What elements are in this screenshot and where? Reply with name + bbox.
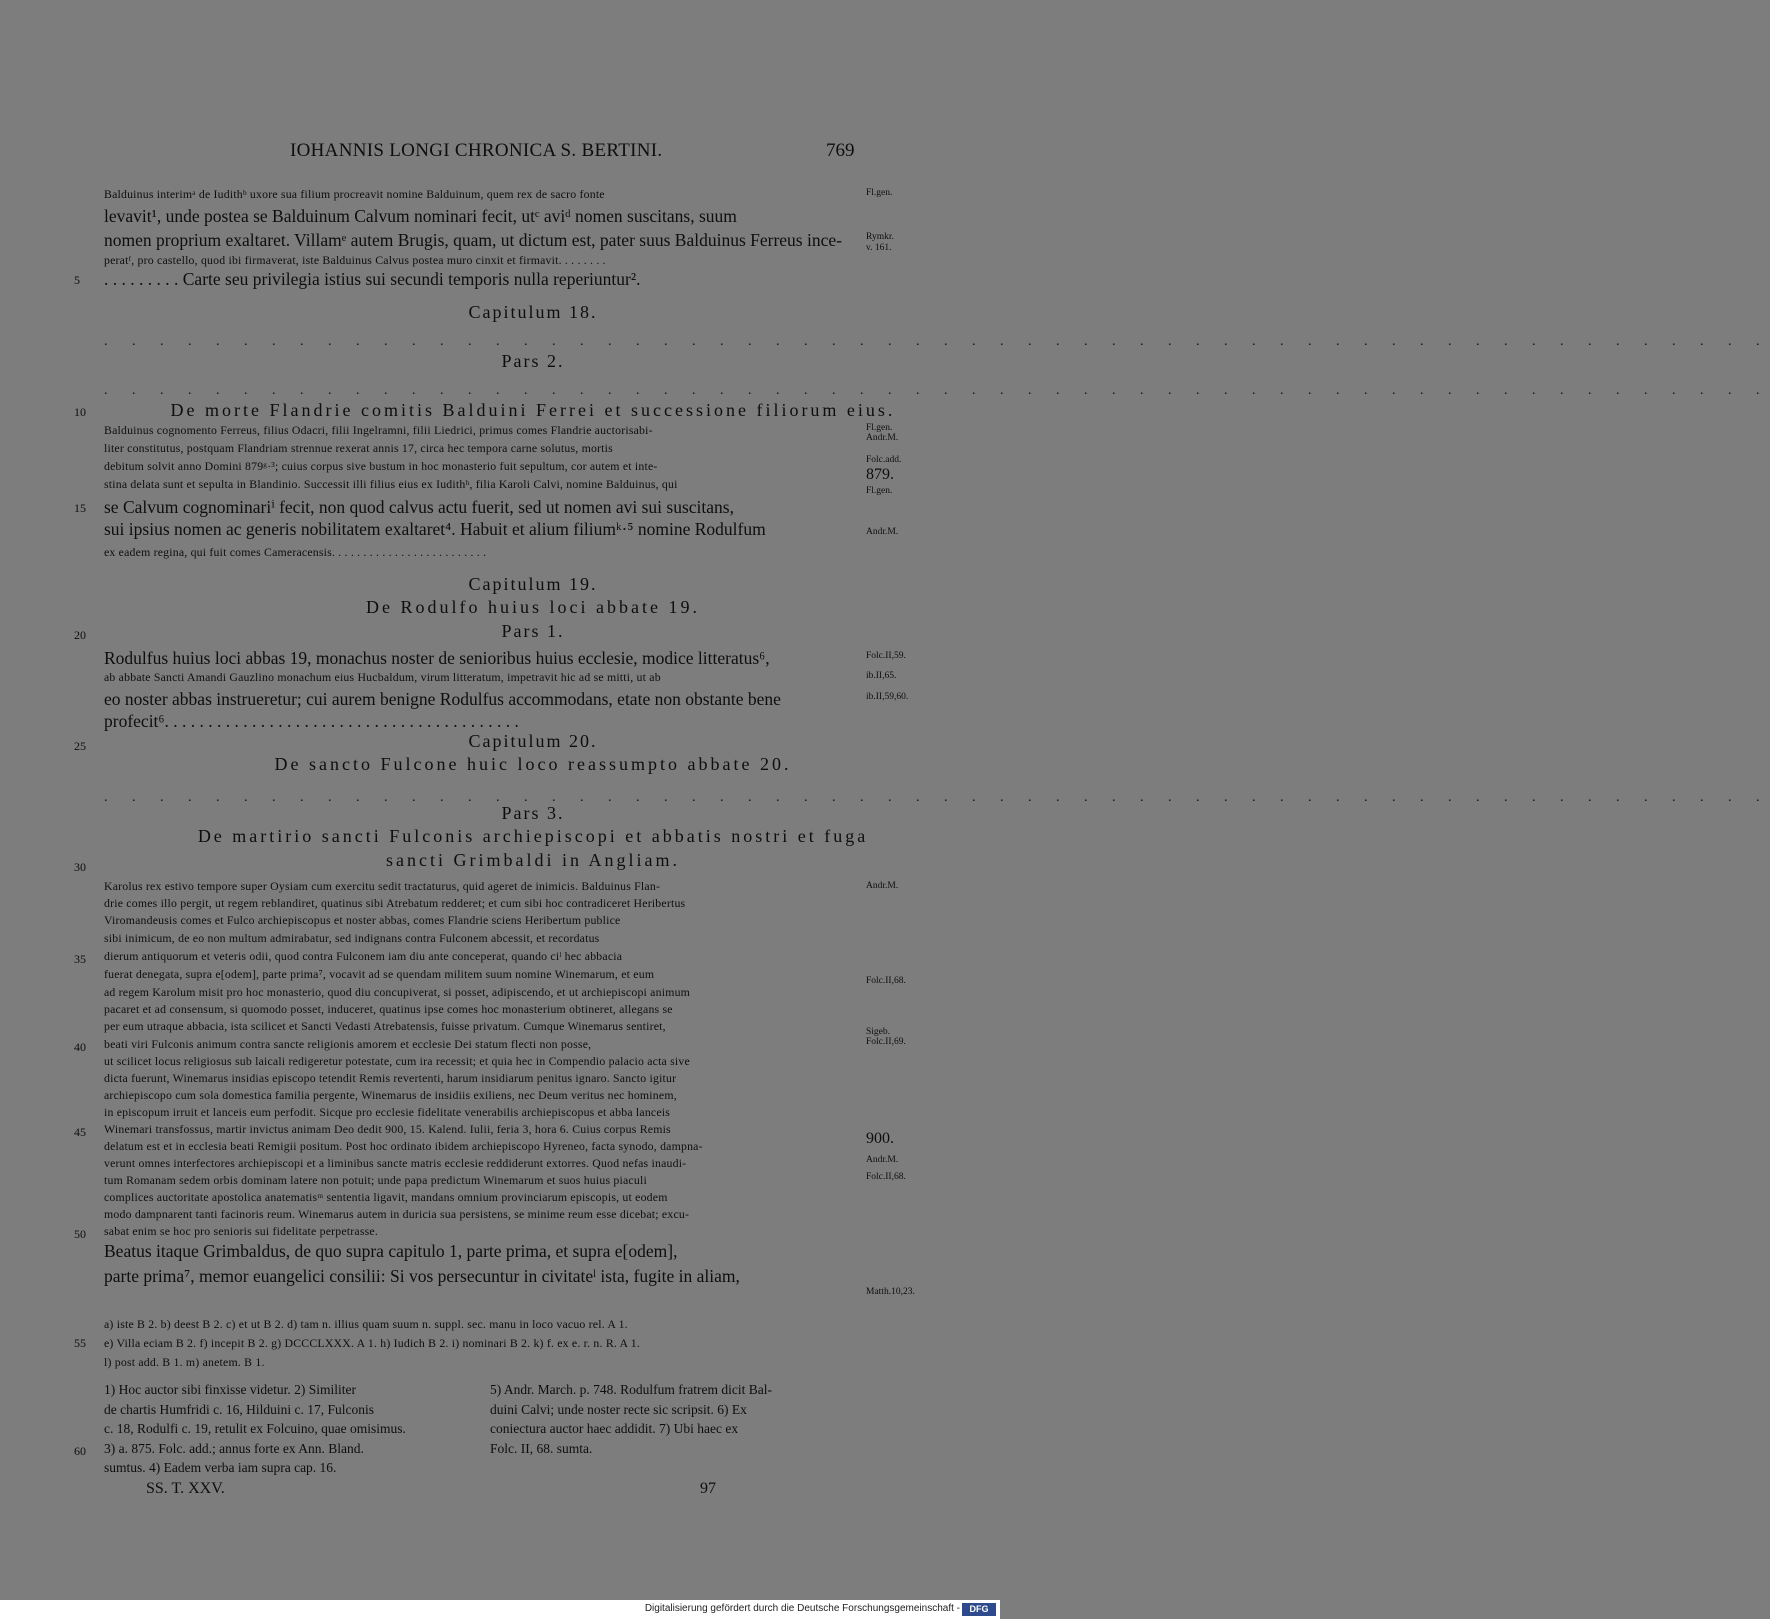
page-header xyxy=(0,140,1000,168)
line-number: 40 xyxy=(74,1040,86,1054)
text-line: . . . . . . . . . Carte seu privilegia istius sui secundi temporis nulla reperiuntur². xyxy=(104,269,641,289)
footnotes-right xyxy=(490,1380,862,1458)
variant-line: a) iste B 2. b) deest B 2. c) et ut B 2. d) tam n. illius quam suum n. suppl. sec. manu in loco vacuo rel. A 1. xyxy=(104,1317,628,1331)
text-line: debitum solvit anno Domini 879ᵍ·³; cuius corpus sive bustum in hoc monasterio fuit sepultum, cor autem et inte- xyxy=(104,459,658,473)
margin-note: v. 161. xyxy=(866,243,892,253)
margin-note: Andr.M. xyxy=(866,1155,899,1165)
margin-note: Andr.M. xyxy=(866,881,899,891)
margin-note: Matth.10,23. xyxy=(866,1287,915,1297)
footnote-line: sumtus. 4) Eadem verba iam supra cap. 16. xyxy=(104,1460,337,1475)
text-line: complices auctoritate apostolica anatematisᵐ sententia ligavit, mandans omnium provinciarum episcopis, ut eodem xyxy=(104,1190,668,1204)
margin-note: ib.II,65. xyxy=(866,671,897,681)
text-line: ex eadem regina, qui fuit comes Cameracensis. . . . . . . . . . . . . . . . . . . . . . . . . xyxy=(104,545,487,559)
margin-note: 879. xyxy=(866,466,894,483)
footnote-line: 3) a. 875. Folc. add.; annus forte ex Ann. Bland. xyxy=(104,1440,364,1456)
variant-line: l) post add. B 1. m) anetem. B 1. xyxy=(104,1355,265,1369)
margin-note: Fl.gen. xyxy=(866,188,893,198)
text-line: Karolus rex estivo tempore super Oysiam cum exercitu sedit tractaturus, quid ageret de inimicis. Balduinus Flan- xyxy=(104,879,661,893)
sheet-number: 97 xyxy=(700,1480,716,1497)
margin-note: Folc.add. xyxy=(866,455,902,465)
text-line: stina delata sunt et sepulta in Blandinio. Successit illi filius eius ex Iudithʰ, filia Karoli Calvi, nomine Balduinus, qui xyxy=(104,477,678,491)
section-heading: De Rodulfo huius loci abbate 19. xyxy=(366,597,700,617)
chapter-label: Capitulum 19. xyxy=(468,574,598,594)
margin-note: 900. xyxy=(866,1130,894,1147)
footnote-line: 1) Hoc auctor sibi finxisse videtur. 2) Similiter xyxy=(104,1382,356,1397)
line-number: 10 xyxy=(74,405,86,419)
text-line: sabat enim se hoc pro senioris sui fidelitate perpetrasse. xyxy=(104,1224,378,1238)
text-line: liter constitutus, postquam Flandriam strennue rexerat annis 17, circa hec tempora carne solutus, mortis xyxy=(104,441,613,455)
dot-leader-row: . . . . . . . . . . . . . . . . . . . . . . . . . . . . . . . . . . . . . . . . . . . . . . . . . . . . . . . . . . . . xyxy=(104,790,1770,805)
margin-note: Fl.gen. xyxy=(866,486,893,496)
chapter-label: Capitulum 20. xyxy=(468,731,598,751)
text-line: pacaret et ad consensum, si quomodo posset, induceret, quatinus ipse comes hoc monasterium obtineret, allegans se xyxy=(104,1002,673,1016)
margin-note: Folc.II,68. xyxy=(866,1172,906,1182)
margin-note: Andr.M. xyxy=(866,527,899,537)
text-line: sui ipsius nomen ac generis nobilitatem exaltaret⁴. Habuit et alium filiumᵏ·⁵ nomine Rodulfum xyxy=(104,519,766,539)
margin-note: Sigeb. xyxy=(866,1027,891,1037)
banner-text: Digitalisierung gefördert durch die Deutsche Forschungsgemeinschaft - xyxy=(644,1603,960,1614)
text-line: nomen proprium exaltaret. Villamᵉ autem Brugis, quam, ut dictum est, pater suus Balduinus Ferreus ince- xyxy=(104,230,842,250)
footnote-line: duini Calvi; unde noster recte sic scripsit. 6) Ex xyxy=(490,1401,747,1417)
text-line: profecit⁶. . . . . . . . . . . . . . . . . . . . . . . . . . . . . . . . . . . . . . . . . xyxy=(104,711,519,731)
text-line: Beatus itaque Grimbaldus, de quo supra capitulo 1, parte prima, et supra e[odem], xyxy=(104,1241,678,1261)
margin-note: Fl.gen. xyxy=(866,423,893,433)
footnote-line: 5) Andr. March. p. 748. Rodulfum fratrem dicit Bal- xyxy=(490,1382,772,1397)
footnotes-left xyxy=(104,1380,478,1478)
dfg-logo: DFG xyxy=(962,1603,996,1616)
line-number: 20 xyxy=(74,628,86,642)
text-line: Rodulfus huius loci abbas 19, monachus noster de senioribus huius ecclesie, modice litteratus⁶, xyxy=(104,648,770,668)
chapter-label: Pars 3. xyxy=(501,803,565,823)
digitization-banner xyxy=(0,1600,1000,1619)
line-number: 35 xyxy=(74,952,86,966)
variant-line: e) Villa eciam B 2. f) incepit B 2. g) DCCCLXXX. A 1. h) Iudich B 2. i) nominari B 2. k) f. ex e. r. n. R. A 1. xyxy=(104,1336,641,1350)
margin-note: Andr.M. xyxy=(866,433,899,443)
text-line: dicta fuerunt, Winemarus insidias episcopo tetendit Remis revertenti, harum insidiarum penitus ignaro. Sancto igitur xyxy=(104,1071,677,1085)
footnote-line: c. 18, Rodulfi c. 19, retulit ex Folcuino, quae omisimus. xyxy=(104,1421,406,1436)
section-heading: De morte Flandrie comitis Balduini Ferrei et successione filiorum eius. xyxy=(170,400,896,420)
section-heading: De sancto Fulcone huic loco reassumpto abbate 20. xyxy=(274,754,792,774)
text-line: dierum antiquorum et veteris odii, quod contra Fulconem iam diu ante conceperat, quando ciˡ hec abbacia xyxy=(104,949,623,963)
text-line: per eum utraque abbacia, ista scilicet et Sancti Vedasti Atrebatensis, fuisse privatum. Cumque Winemarus sentiret, xyxy=(104,1019,666,1033)
text-line: in episcopum irruit et lanceis eum perfodit. Sicque pro ecclesie fidelitate venerabilis archiepiscopus et abba lanceis xyxy=(104,1105,671,1119)
text-line: sibi inimicum, de eo non multum admirabatur, sed indignans contra Fulconem abcessit, et recordatus xyxy=(104,931,600,945)
text-line: ab abbate Sancti Amandi Gauzlino monachum eius Hucbaldum, virum litteratum, impetravit hic ad se mitti, ut ab xyxy=(104,670,661,684)
dot-leader-row: . . . . . . . . . . . . . . . . . . . . . . . . . . . . . . . . . . . . . . . . . . . . . . . . . . . . . . . . . . . . xyxy=(104,383,1770,398)
text-line: levavit¹, unde postea se Balduinum Calvum nominari fecit, utᶜ aviᵈ nomen suscitans, suum xyxy=(104,206,737,226)
volume-signature: SS. T. XXV. xyxy=(146,1480,225,1497)
text-line: Balduinus interimᵃ de Iudithᵇ uxore sua filium procreavit nomine Balduinum, quem rex de sacro fonte xyxy=(104,187,605,201)
text-line: Viromandeusis comes et Fulco archiepiscopus et noster abbas, comes Flandrie sciens Heribertum publice xyxy=(104,913,621,927)
line-number: 45 xyxy=(74,1125,86,1139)
margin-note: ib.II,59,60. xyxy=(866,692,909,702)
text-line: archiepiscopo cum sola domestica familia pergente, Winemarus de insidiis exiliens, nec Deum veritus nec hominem, xyxy=(104,1088,677,1102)
line-number: 5 xyxy=(74,273,80,287)
line-number: 60 xyxy=(74,1444,86,1458)
text-line: tum Romanam sedem orbis dominam latere non potuit; unde papa predictum Winemarum et suos huius piaculi xyxy=(104,1173,647,1187)
footnote-line: coniectura auctor haec addidit. 7) Ubi haec ex xyxy=(490,1421,739,1436)
text-line: drie comes illo pergit, ut regem reblandiret, quatinus sibi Atrebatum redderet; et cum sibi hoc contradiceret Heribertus xyxy=(104,896,686,910)
text-line: verunt omnes interfectores archiepiscopi et a liminibus sancte matris ecclesie reddiderunt extorres. Quod nefas inaudi- xyxy=(104,1156,687,1170)
chapter-label: Capitulum 18. xyxy=(468,302,598,322)
text-line: eo noster abbas instrueretur; cui aurem benigne Rodulfus accommodans, etate non obstante bene xyxy=(104,689,781,709)
line-number: 30 xyxy=(74,860,86,874)
text-line: parte prima⁷, memor euangelici consilii: Si vos persecuntur in civitateˡ ista, fugite in aliam, xyxy=(104,1266,740,1286)
text-line: Winemari transfossus, martir invictus animam Deo dedit 900, 15. Kalend. Iulii, feria 3, hora 6. Cuius corpus Remis xyxy=(104,1122,671,1136)
section-heading: sancti Grimbaldi in Angliam. xyxy=(386,850,680,870)
text-line: peratᶠ, pro castello, quod ibi firmaverat, iste Balduinus Calvus postea muro cinxit et firmavit. . . . . . . . xyxy=(104,253,606,267)
line-number: 15 xyxy=(74,501,86,515)
text-line: Balduinus cognomento Ferreus, filius Odacri, filii Ingelramni, filii Liedrici, primus comes Flandrie auctorisabi- xyxy=(104,423,653,437)
text-line: delatum est et in ecclesia beati Remigii positum. Post hoc ordinato ibidem archiepiscopo Hyreneo, facta synodo, dampna- xyxy=(104,1139,703,1153)
chapter-label: Pars 1. xyxy=(501,621,565,641)
footnote-line: de chartis Humfridi c. 16, Hilduini c. 17, Fulconis xyxy=(104,1401,374,1417)
section-heading: De martirio sancti Fulconis archiepiscopi et abbatis nostri et fuga xyxy=(197,826,869,846)
text-line: modo dampnarent tanti facinoris reum. Winemarus autem in duricia sua persistens, se minime reum esse dicebat; excu- xyxy=(104,1207,690,1221)
text-line: beati viri Fulconis animum contra sancte religionis amorem et ecclesie Dei statum flecti non posse, xyxy=(104,1037,592,1051)
line-number: 25 xyxy=(74,739,86,753)
running-title: IOHANNIS LONGI CHRONICA S. BERTINI. xyxy=(290,140,663,161)
margin-note: Rymkr. xyxy=(866,232,894,242)
margin-note: Folc.II,59. xyxy=(866,651,906,661)
line-number: 55 xyxy=(74,1336,86,1350)
margin-note: Folc.II,69. xyxy=(866,1037,906,1047)
text-line: se Calvum cognominariⁱ fecit, non quod calvus actu fuerit, sed ut nomen avi sui suscitans, xyxy=(104,497,734,517)
footnote-line: Folc. II, 68. sumta. xyxy=(490,1440,593,1456)
text-line: ut scilicet locus religiosus sub laicali redigeretur potestate, cum ira recessit; et quia hec in Compendio palacio acta sive xyxy=(104,1054,690,1068)
text-line: fuerat denegata, supra e[odem], parte prima⁷, vocavit ad se quendam militem suum nomine Winemarum, et eum xyxy=(104,967,655,981)
margin-note: Folc.II,68. xyxy=(866,976,906,986)
text-line: ad regem Karolum misit pro hoc monasterio, quod diu concupiverat, si posset, adipiscendo, et ut archiepiscopi animum xyxy=(104,985,691,999)
page-number: 769 xyxy=(826,140,855,161)
line-number: 50 xyxy=(74,1227,86,1241)
chapter-label: Pars 2. xyxy=(501,351,565,371)
dot-leader-row: . . . . . . . . . . . . . . . . . . . . . . . . . . . . . . . . . . . . . . . . . . . . . . . . . . . . . . . . . . . . xyxy=(104,334,1770,349)
